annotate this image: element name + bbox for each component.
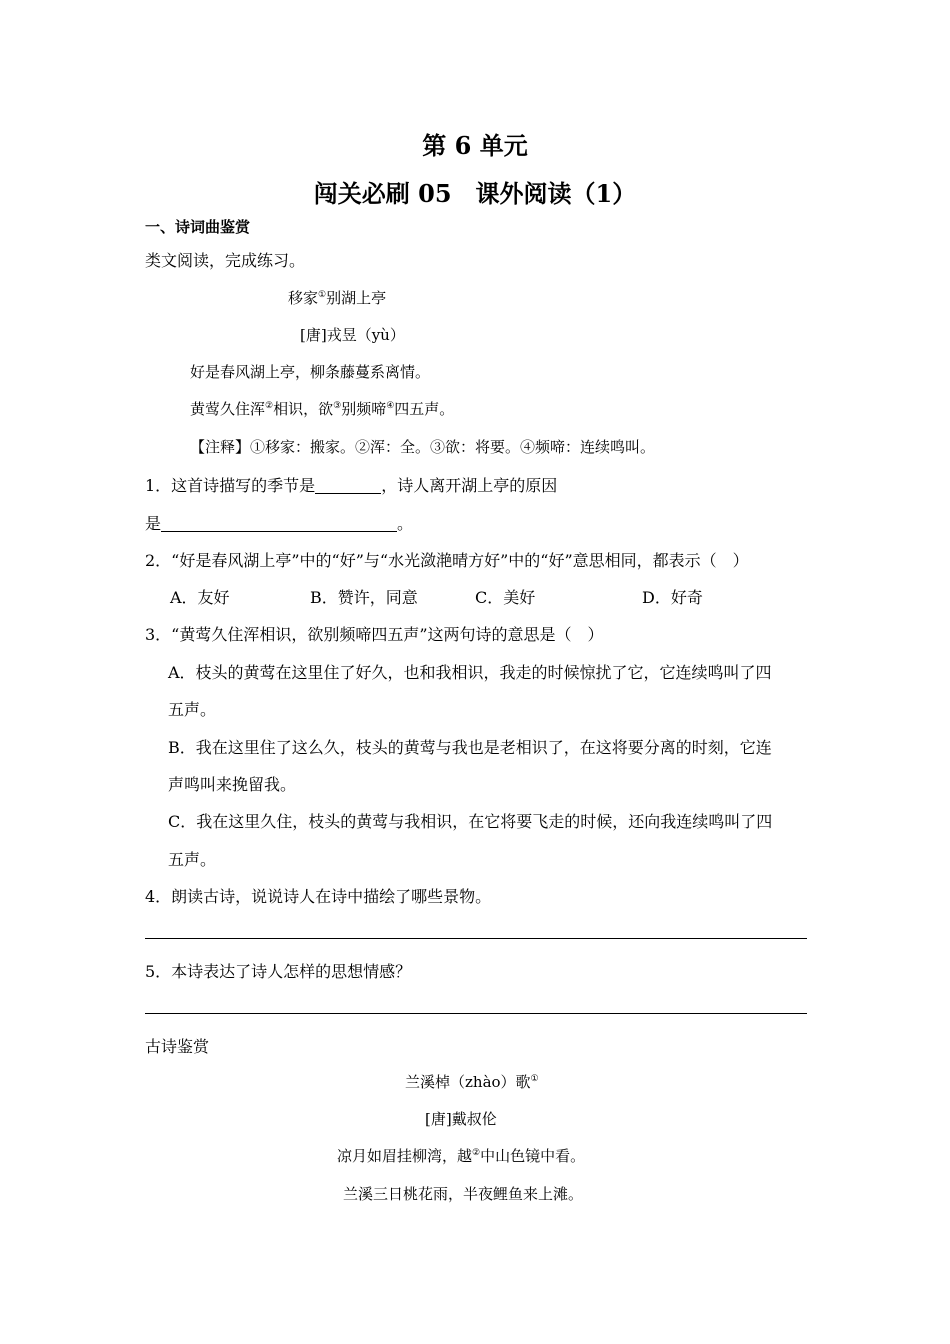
unit-title: 第 6 单元: [422, 131, 528, 160]
option-d[interactable]: D．好奇: [642, 588, 703, 607]
question-2: 2．“好是春风湖上亭”中的“好”与“水光潋滟晴方好”中的“好”意思相同，都表示（ ）: [145, 551, 749, 570]
poem-line-part: 相识，欲: [273, 400, 334, 418]
question-1: [145, 473, 557, 496]
footnote-marker: ①: [530, 1074, 539, 1084]
footnote-marker: ②: [265, 401, 274, 411]
footnote-marker: ①: [318, 290, 327, 300]
poem1-notes: 【注释】①移家：搬家。②浑：全。③欲：将要。④频啼：连续鸣叫。: [190, 438, 656, 456]
option-b[interactable]: B．我在这里住了这么久，枝头的黄莺与我也是老相识了，在这将要分离的时刻，它连: [168, 738, 772, 757]
option-a[interactable]: A．枝头的黄莺在这里住了好久，也和我相识，我走的时候惊扰了它，它连续鸣叫了四: [168, 663, 772, 682]
poem-line-part: 四五声。: [394, 400, 455, 418]
question-4: 4．朗读古诗，说说诗人在诗中描绘了哪些景物。: [145, 887, 492, 906]
poem-line-part: 凉月如眉挂柳湾，越: [337, 1147, 473, 1165]
footnote-marker: ③: [333, 401, 342, 411]
instruction-text: 类文阅读，完成练习。: [145, 251, 306, 270]
option-a-cont: 五声。: [168, 700, 217, 719]
question-1-text: ，诗人离开湖上亭的原因: [381, 476, 558, 495]
poem1-author: [唐]戎昱（yù）: [300, 326, 405, 344]
question-3: 3．“黄莺久住浑相识，欲别频啼四五声”这两句诗的意思是（ ）: [145, 625, 604, 644]
option-c-cont: 五声。: [168, 850, 217, 869]
poem-line-part: 黄莺久住浑: [190, 400, 266, 418]
poem-line-part: 中山色镜中看。: [480, 1147, 586, 1165]
poem2-title-text: 兰溪棹（zhào）歌: [405, 1073, 531, 1091]
answer-line[interactable]: [145, 938, 807, 939]
question-1-text: 。: [397, 514, 414, 533]
option-c[interactable]: C．我在这里久住，枝头的黄莺与我相识，在它将要飞走的时候，还向我连续鸣叫了四: [168, 812, 773, 831]
poem2-line1: [337, 1145, 585, 1166]
answer-blank[interactable]: [161, 515, 397, 532]
section-heading-poem-appreciation: 古诗鉴赏: [145, 1037, 210, 1056]
answer-line[interactable]: [145, 1013, 807, 1014]
poem2-title: [405, 1071, 539, 1092]
footnote-marker: ②: [472, 1148, 481, 1158]
question-1-text: 1．这首诗描写的季节是: [145, 476, 316, 495]
answer-blank[interactable]: [315, 477, 381, 494]
poem1-title: [288, 287, 386, 308]
question-1-text: 是: [145, 514, 162, 533]
footnote-marker: ④: [386, 401, 395, 411]
poem2-line2: 兰溪三日桃花雨，半夜鲤鱼来上滩。: [343, 1185, 584, 1203]
question-1-cont: [145, 511, 413, 534]
poem1-line2: [190, 398, 454, 419]
section-heading-poetry: 一、诗词曲鉴赏: [145, 218, 251, 236]
page-title: 闯关必刷 05 课外阅读（1）: [313, 179, 637, 208]
poem1-title-part: 移家: [288, 289, 319, 307]
poem2-author: [唐]戴叔伦: [425, 1110, 497, 1128]
option-c[interactable]: C．美好: [475, 588, 536, 607]
poem1-line1: 好是春风湖上亭，柳条藤蔓系离情。: [190, 363, 431, 381]
option-a[interactable]: A．友好: [170, 588, 230, 607]
option-b[interactable]: B．赞许，同意: [310, 588, 418, 607]
option-b-cont: 声鸣叫来挽留我。: [168, 775, 297, 794]
poem1-title-part: 别湖上亭: [326, 289, 387, 307]
question-5: 5．本诗表达了诗人怎样的思想情感？: [145, 962, 412, 981]
poem-line-part: 别频啼: [341, 400, 387, 418]
